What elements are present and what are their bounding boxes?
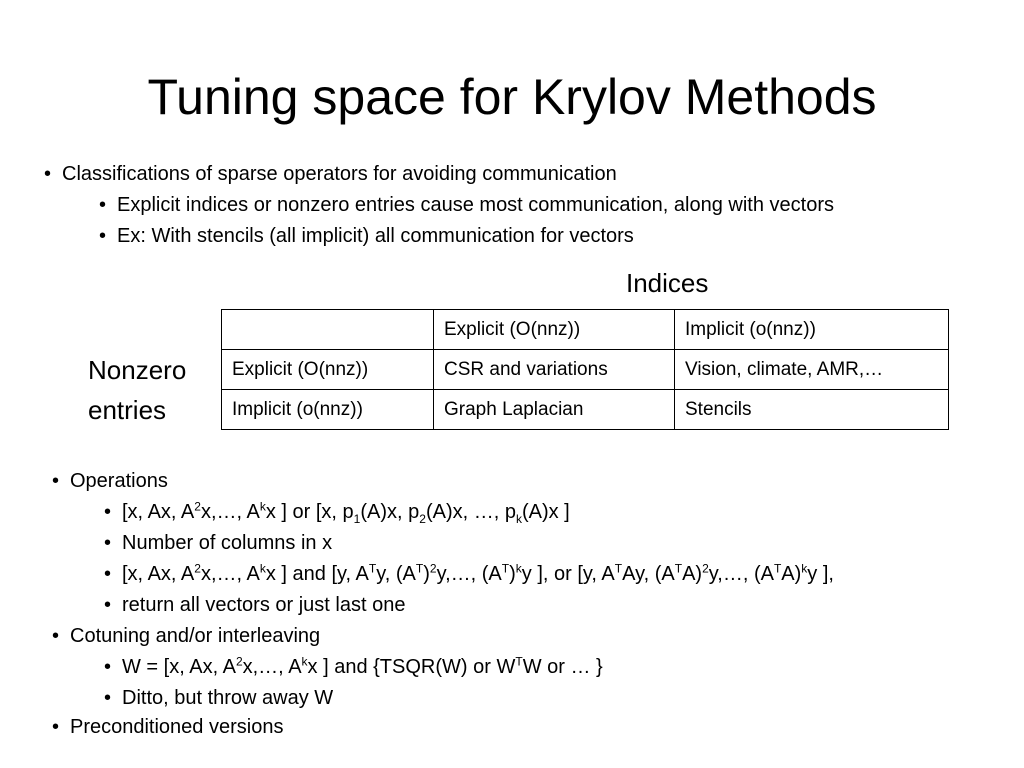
nonzero-label-line2: entries bbox=[88, 395, 167, 425]
table-cell: CSR and variations bbox=[434, 350, 675, 390]
bullet-operations bbox=[52, 468, 168, 494]
bullet-text: Explicit indices or nonzero entries cause most communication, along with vectors bbox=[117, 194, 834, 216]
formula-text: [x, Ax, $A^2x,\dots$, $A^kx$ ] and [y, $A^Ty$, $(A^T)^2y,\dots$, $(A^T)^ky$ ], or [y, $A^TAy$, $(A^TA)^2y,\dots$, $(A^TA)^ky$ ], bbox=[122, 561, 834, 585]
header-implicit-indices: Implicit (o(nnz)) bbox=[675, 310, 949, 350]
bullet-glyph: • bbox=[99, 194, 107, 216]
bullet-text: Number of columns in x bbox=[122, 532, 333, 554]
formula-text: W = [x, Ax, $A^2x,\dots$, $A^kx$ ] and {TSQR(W) or $W^TW$ or … } bbox=[122, 654, 603, 678]
row-header-implicit: Implicit (o(nnz)) bbox=[222, 390, 434, 430]
bullet-text: Ex: With stencils (all implicit) all communication for vectors bbox=[117, 225, 634, 247]
row-header-explicit: Explicit (O(nnz)) bbox=[222, 350, 434, 390]
table-row bbox=[222, 390, 949, 430]
bullet-glyph: • bbox=[104, 687, 112, 709]
bullet-glyph: • bbox=[104, 656, 112, 678]
bullet-glyph: • bbox=[99, 225, 107, 247]
bullet-text: Preconditioned versions bbox=[70, 716, 284, 738]
bullet-text: Operations bbox=[70, 470, 168, 492]
table-row bbox=[222, 350, 949, 390]
subbullet-number-of-columns bbox=[104, 530, 332, 556]
classification-table bbox=[221, 309, 949, 430]
bullet-glyph: • bbox=[52, 625, 60, 647]
bullet-text: Cotuning and/or interleaving bbox=[70, 625, 321, 647]
bullet-glyph: • bbox=[44, 163, 52, 185]
bullet-glyph: • bbox=[52, 716, 60, 738]
bullet-cotuning bbox=[52, 623, 320, 649]
subbullet-explicit-indices bbox=[99, 192, 834, 218]
table-cell: Vision, climate, AMR,… bbox=[675, 350, 949, 390]
bullet-glyph: • bbox=[104, 594, 112, 616]
table-corner-cell bbox=[222, 310, 434, 350]
bullet-text: return all vectors or just last one bbox=[122, 594, 406, 616]
subbullet-stencils bbox=[99, 223, 634, 249]
bullet-text: Ditto, but throw away W bbox=[122, 687, 334, 709]
subbullet-krylov-basis bbox=[104, 499, 570, 525]
table-header-row bbox=[222, 310, 949, 350]
bullet-preconditioned bbox=[52, 714, 283, 740]
subbullet-tsqr bbox=[104, 654, 603, 680]
subbullet-ditto bbox=[104, 685, 333, 711]
indices-label: Indices bbox=[626, 268, 709, 298]
bullet-classifications bbox=[44, 161, 617, 187]
subbullet-transpose-basis bbox=[104, 561, 834, 587]
table-cell: Graph Laplacian bbox=[434, 390, 675, 430]
bullet-glyph: • bbox=[52, 470, 60, 492]
bullet-text: Classifications of sparse operators for avoiding communication bbox=[62, 163, 617, 185]
bullet-glyph: • bbox=[104, 532, 112, 554]
bullet-glyph: • bbox=[104, 563, 112, 585]
table-cell: Stencils bbox=[675, 390, 949, 430]
subbullet-return-vectors bbox=[104, 592, 405, 618]
formula-text: [x, Ax, $A^2x,\dots$, $A^kx$ ] or [x, $p_1(A)x$, $p_2(A)x$, …, $p_k(A)x$ ] bbox=[122, 499, 570, 526]
nonzero-label-line1: Nonzero bbox=[88, 355, 187, 385]
slide-title: Tuning space for Krylov Methods bbox=[147, 69, 877, 125]
header-explicit-indices: Explicit (O(nnz)) bbox=[434, 310, 675, 350]
nonzero-entries-label bbox=[88, 350, 186, 430]
bullet-glyph: • bbox=[104, 501, 112, 523]
